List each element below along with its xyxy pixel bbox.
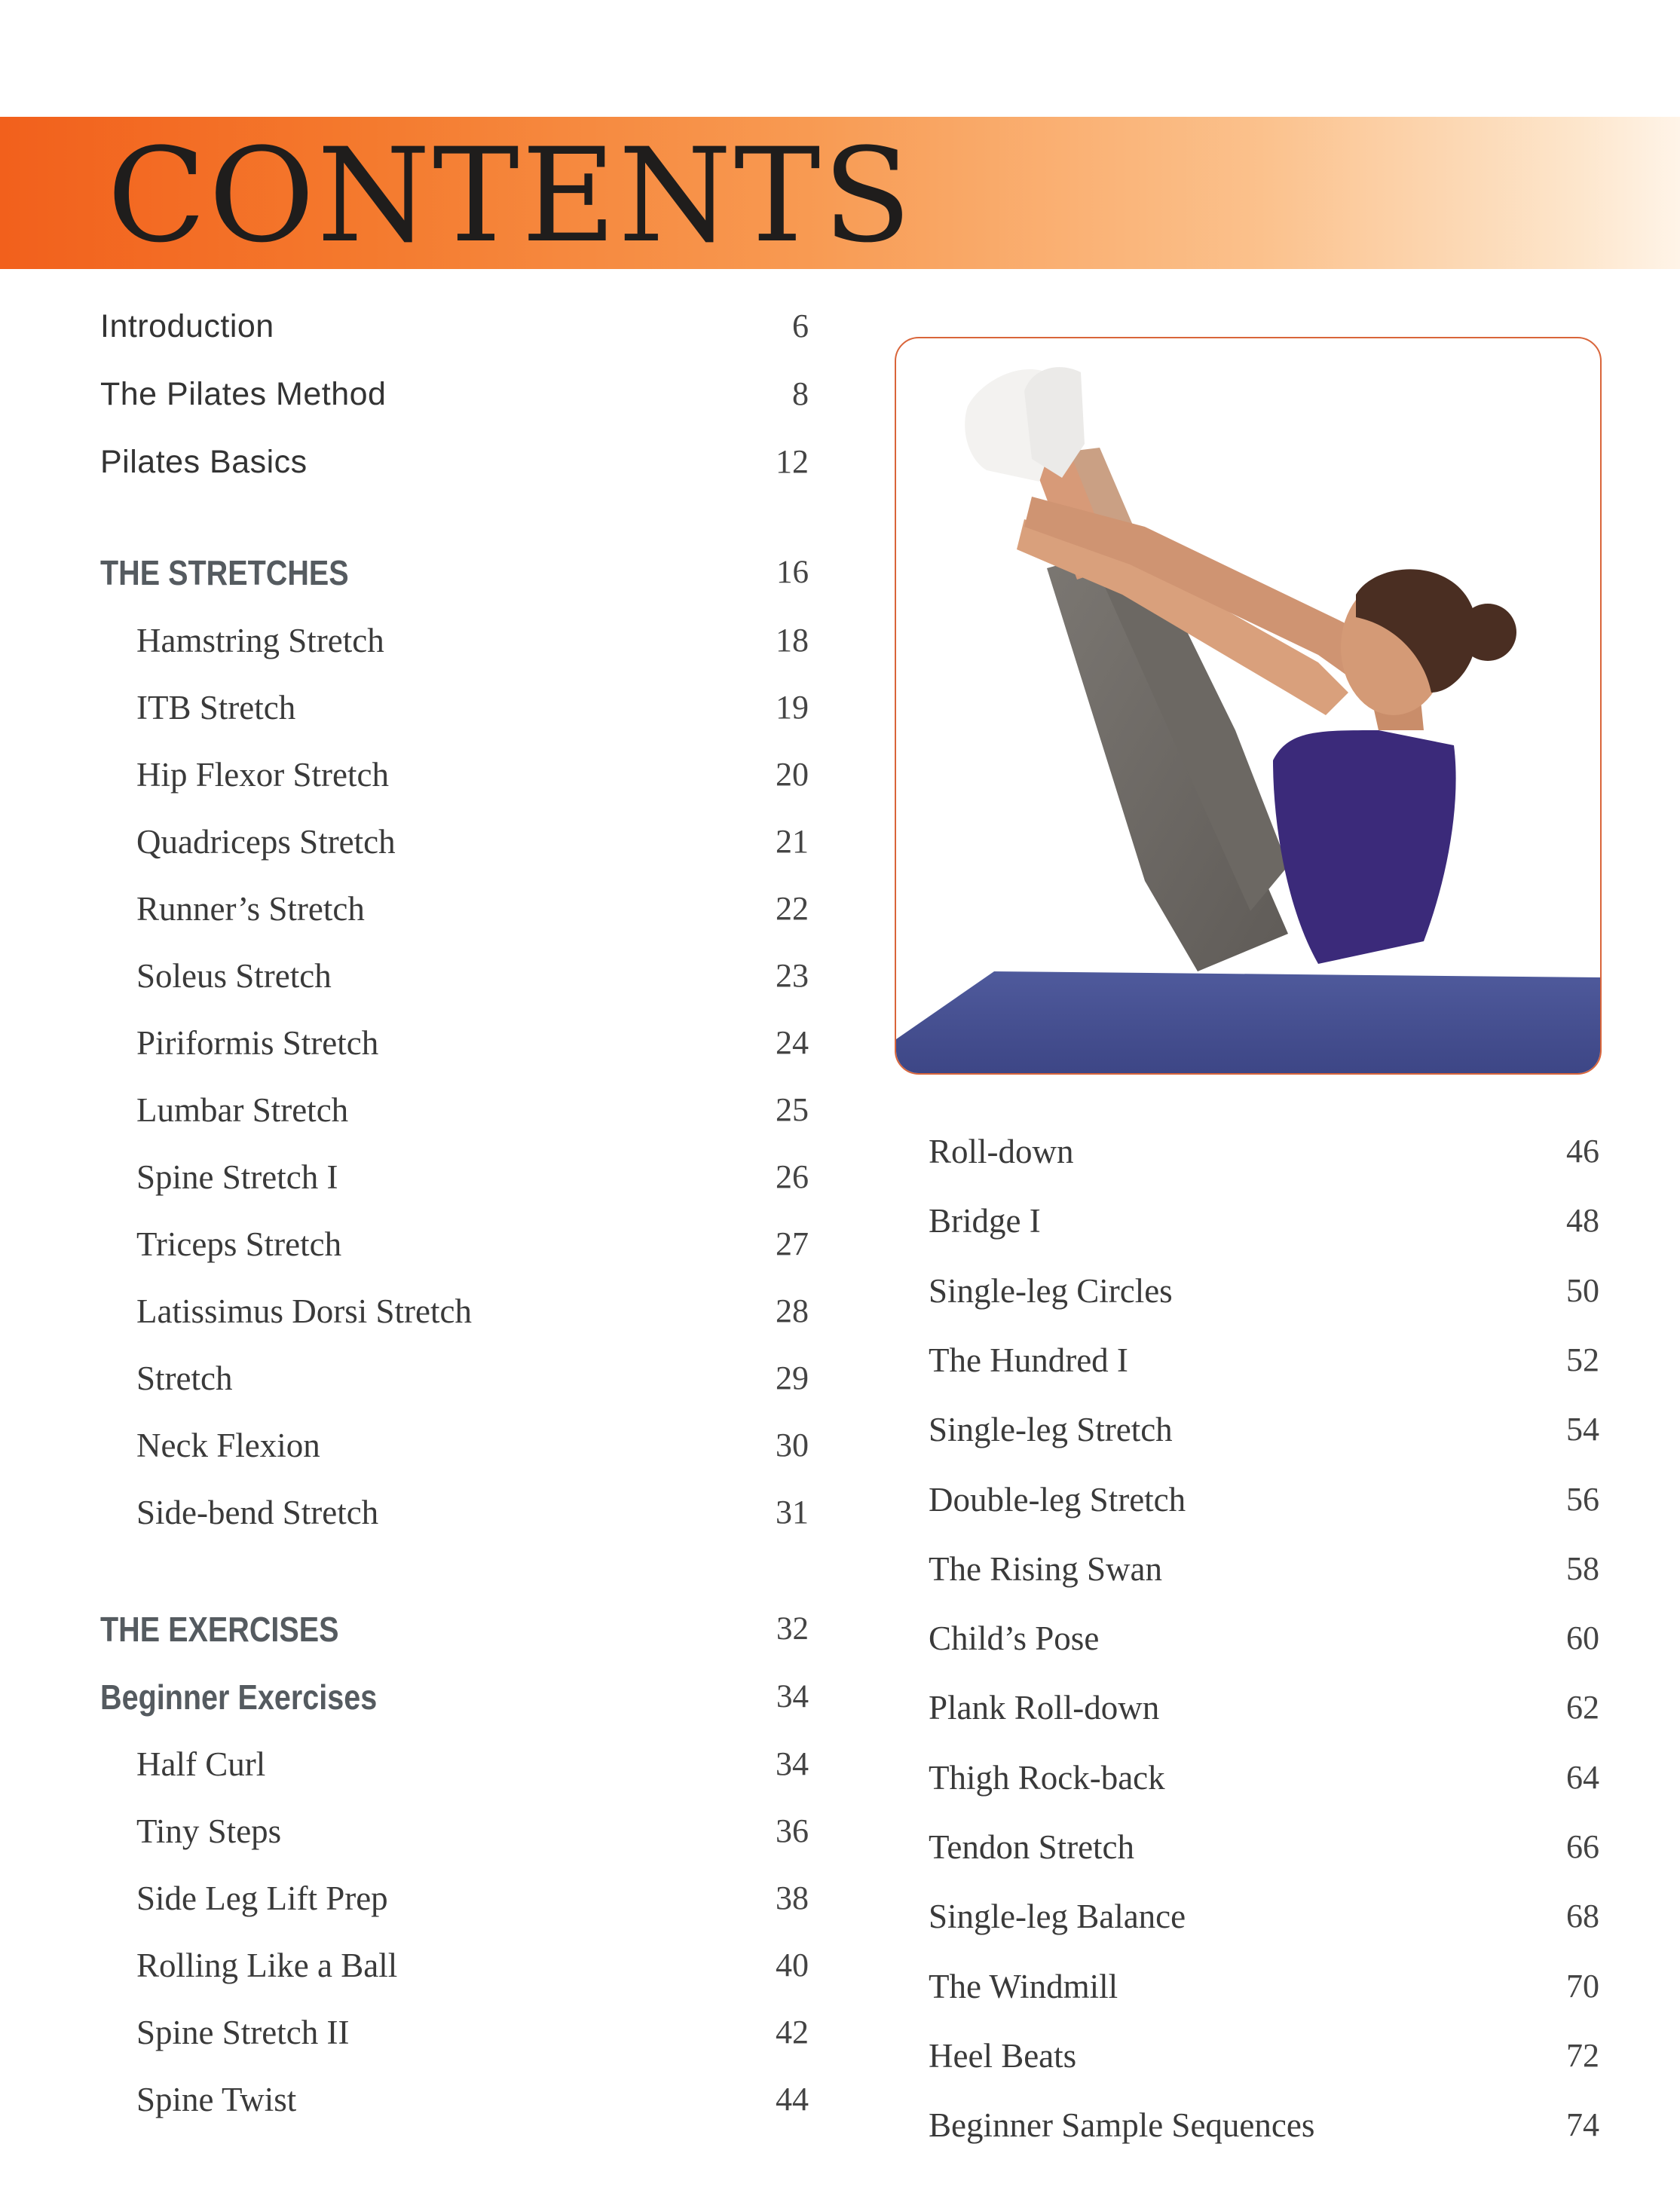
toc-entry-rolling-like-a-ball[interactable] xyxy=(100,1941,809,1990)
toc-page-number: 21 xyxy=(776,823,809,860)
toc-page-number: 18 xyxy=(776,622,809,659)
toc-entry-title: Bridge I xyxy=(929,1202,1041,1240)
toc-page-number: 34 xyxy=(776,1679,809,1714)
toc-entry-half-curl[interactable] xyxy=(100,1740,809,1788)
toc-entry-title: Child’s Pose xyxy=(929,1619,1100,1657)
toc-entry-title: Half Curl xyxy=(136,1745,266,1783)
toc-page-number: 20 xyxy=(776,756,809,793)
toc-entry-title: Rolling Like a Ball xyxy=(136,1947,398,1984)
toc-page-number: 52 xyxy=(1566,1341,1599,1378)
toc-entry-title: Spine Twist xyxy=(136,2081,297,2118)
toc-entry-title: Spine Stretch I xyxy=(136,1158,338,1196)
toc-entry-title: Hamstring Stretch xyxy=(136,622,384,659)
pilates-photo xyxy=(895,337,1602,1075)
toc-entry-title: Roll-down xyxy=(929,1133,1074,1170)
toc-entry-the-pilates-method[interactable] xyxy=(100,370,809,418)
toc-page-number: 50 xyxy=(1566,1272,1599,1309)
toc-entry-plank-roll-down[interactable] xyxy=(929,1684,1599,1732)
toc-entry-title: Stretch xyxy=(136,1360,233,1397)
toc-entry-quadriceps-stretch[interactable] xyxy=(100,818,809,866)
toc-entry-spine-stretch-i[interactable] xyxy=(100,1153,809,1201)
toc-entry-single-leg-circles[interactable] xyxy=(929,1267,1599,1315)
contents-banner xyxy=(0,117,1680,269)
toc-page-number: 36 xyxy=(776,1812,809,1849)
toc-page-number: 44 xyxy=(776,2081,809,2118)
toc-entry-triceps-stretch[interactable] xyxy=(100,1220,809,1268)
toc-page-number: 22 xyxy=(776,890,809,927)
toc-entry-spine-twist[interactable] xyxy=(100,2075,809,2124)
toc-page-number: 58 xyxy=(1566,1550,1599,1587)
toc-page-number: 19 xyxy=(776,689,809,726)
toc-entry-side-leg-lift-prep[interactable] xyxy=(100,1874,809,1922)
toc-entry-title: Hip Flexor Stretch xyxy=(136,756,389,794)
toc-entry-child-s-pose[interactable] xyxy=(929,1614,1599,1662)
toc-entry-beginner-sample-sequences[interactable] xyxy=(929,2101,1599,2149)
toc-entry-tiny-steps[interactable] xyxy=(100,1807,809,1855)
toc-entry-title: Single-leg Balance xyxy=(929,1898,1186,1935)
toc-entry-title: Soleus Stretch xyxy=(136,957,332,995)
toc-page-number: 28 xyxy=(776,1292,809,1329)
toc-entry-bridge-i[interactable] xyxy=(929,1197,1599,1245)
toc-page-number: 38 xyxy=(776,1879,809,1916)
toc-page-number: 8 xyxy=(792,375,809,412)
toc-entry-neck-flexion[interactable] xyxy=(100,1421,809,1470)
toc-entry-itb-stretch[interactable] xyxy=(100,684,809,732)
toc-entry-title: The Windmill xyxy=(929,1968,1118,2005)
toc-page-number: 27 xyxy=(776,1225,809,1262)
toc-entry-title: Runner’s Stretch xyxy=(136,890,365,928)
toc-entry-title: Plank Roll-down xyxy=(929,1689,1160,1727)
toc-entry-title: Latissimus Dorsi Stretch xyxy=(136,1292,472,1330)
toc-entry-title: Spine Stretch II xyxy=(136,2014,350,2051)
toc-page-number: 6 xyxy=(792,307,809,344)
toc-entry-the-windmill[interactable] xyxy=(929,1962,1599,2011)
toc-entry-hip-flexor-stretch[interactable] xyxy=(100,751,809,799)
toc-page-number: 70 xyxy=(1566,1968,1599,2005)
toc-page-number: 29 xyxy=(776,1360,809,1396)
toc-entry-lumbar-stretch[interactable] xyxy=(100,1086,809,1134)
toc-entry-roll-down[interactable] xyxy=(929,1127,1599,1176)
toc-entry-the-exercises[interactable] xyxy=(100,1605,809,1653)
toc-entry-title: Thigh Rock-back xyxy=(929,1759,1165,1797)
toc-entry-title: Triceps Stretch xyxy=(136,1225,342,1263)
toc-entry-tendon-stretch[interactable] xyxy=(929,1823,1599,1871)
toc-entry-spine-stretch-ii[interactable] xyxy=(100,2008,809,2057)
toc-entry-title: Beginner Exercises xyxy=(100,1678,378,1717)
pilates-teaser-pose-photo xyxy=(896,338,1600,1073)
toc-page-number: 42 xyxy=(776,2014,809,2051)
toc-entry-title: The Hundred I xyxy=(929,1341,1128,1379)
toc-entry-title: The Rising Swan xyxy=(929,1550,1162,1588)
toc-entry-title: Tiny Steps xyxy=(136,1812,282,1850)
toc-page-number: 60 xyxy=(1566,1619,1599,1656)
page-title: CONTENTS xyxy=(107,120,914,271)
toc-entry-title: The Pilates Method xyxy=(100,376,387,412)
toc-page-number: 16 xyxy=(776,555,809,590)
toc-entry-stretch[interactable] xyxy=(100,1354,809,1402)
toc-entry-latissimus-dorsi-stretch[interactable] xyxy=(100,1287,809,1335)
toc-entry-piriformis-stretch[interactable] xyxy=(100,1019,809,1067)
toc-entry-runner-s-stretch[interactable] xyxy=(100,885,809,933)
toc-page-number: 24 xyxy=(776,1024,809,1061)
toc-entry-the-stretches[interactable] xyxy=(100,549,809,597)
toc-entry-title: Heel Beats xyxy=(929,2037,1077,2075)
toc-entry-pilates-basics[interactable] xyxy=(100,438,809,486)
toc-page-number: 30 xyxy=(776,1427,809,1463)
toc-entry-title: Tendon Stretch xyxy=(929,1828,1135,1866)
toc-page-number: 48 xyxy=(1566,1202,1599,1239)
toc-entry-soleus-stretch[interactable] xyxy=(100,952,809,1000)
toc-entry-thigh-rock-back[interactable] xyxy=(929,1754,1599,1802)
toc-page-number: 54 xyxy=(1566,1411,1599,1448)
toc-page-number: 34 xyxy=(776,1745,809,1782)
toc-page-number: 74 xyxy=(1566,2106,1599,2143)
toc-entry-title: Side Leg Lift Prep xyxy=(136,1879,388,1917)
toc-entry-title: Quadriceps Stretch xyxy=(136,823,396,861)
toc-entry-beginner-exercises[interactable] xyxy=(100,1673,809,1721)
toc-page-number: 62 xyxy=(1566,1689,1599,1726)
toc-page-number: 56 xyxy=(1566,1481,1599,1518)
toc-entry-hamstring-stretch[interactable] xyxy=(100,616,809,665)
toc-entry-side-bend-stretch[interactable] xyxy=(100,1488,809,1537)
toc-entry-title: Piriformis Stretch xyxy=(136,1024,379,1062)
toc-entry-title: Beginner Sample Sequences xyxy=(929,2106,1315,2144)
toc-entry-the-hundred-i[interactable] xyxy=(929,1336,1599,1384)
toc-page-number: 26 xyxy=(776,1158,809,1195)
toc-entry-title: Introduction xyxy=(100,308,274,344)
toc-page-number: 40 xyxy=(776,1947,809,1983)
toc-entry-title: THE STRETCHES xyxy=(100,553,349,592)
toc-page-number: 68 xyxy=(1566,1898,1599,1934)
toc-entry-title: Neck Flexion xyxy=(136,1427,320,1464)
toc-entry-title: Double-leg Stretch xyxy=(929,1481,1186,1519)
toc-page-number: 66 xyxy=(1566,1828,1599,1865)
toc-entry-title: ITB Stretch xyxy=(136,689,296,726)
toc-entry-the-rising-swan[interactable] xyxy=(929,1545,1599,1593)
toc-page-number: 32 xyxy=(776,1611,809,1647)
toc-page-number: 12 xyxy=(776,443,809,480)
toc-entry-title: Pilates Basics xyxy=(100,444,308,480)
toc-entry-single-leg-balance[interactable] xyxy=(929,1892,1599,1941)
toc-entry-title: Single-leg Circles xyxy=(929,1272,1173,1310)
toc-entry-title: Side-bend Stretch xyxy=(136,1494,379,1531)
toc-page-number: 31 xyxy=(776,1494,809,1531)
toc-page-number: 46 xyxy=(1566,1133,1599,1170)
toc-entry-heel-beats[interactable] xyxy=(929,2032,1599,2080)
toc-entry-single-leg-stretch[interactable] xyxy=(929,1405,1599,1454)
toc-entry-title: THE EXERCISES xyxy=(100,1610,339,1649)
toc-page-number: 25 xyxy=(776,1091,809,1128)
toc-entry-title: Lumbar Stretch xyxy=(136,1091,349,1129)
toc-entry-double-leg-stretch[interactable] xyxy=(929,1476,1599,1524)
toc-page-number: 72 xyxy=(1566,2037,1599,2074)
toc-entry-title: Single-leg Stretch xyxy=(929,1411,1173,1448)
toc-entry-introduction[interactable] xyxy=(100,302,809,350)
toc-page-number: 64 xyxy=(1566,1759,1599,1796)
toc-page-number: 23 xyxy=(776,957,809,994)
